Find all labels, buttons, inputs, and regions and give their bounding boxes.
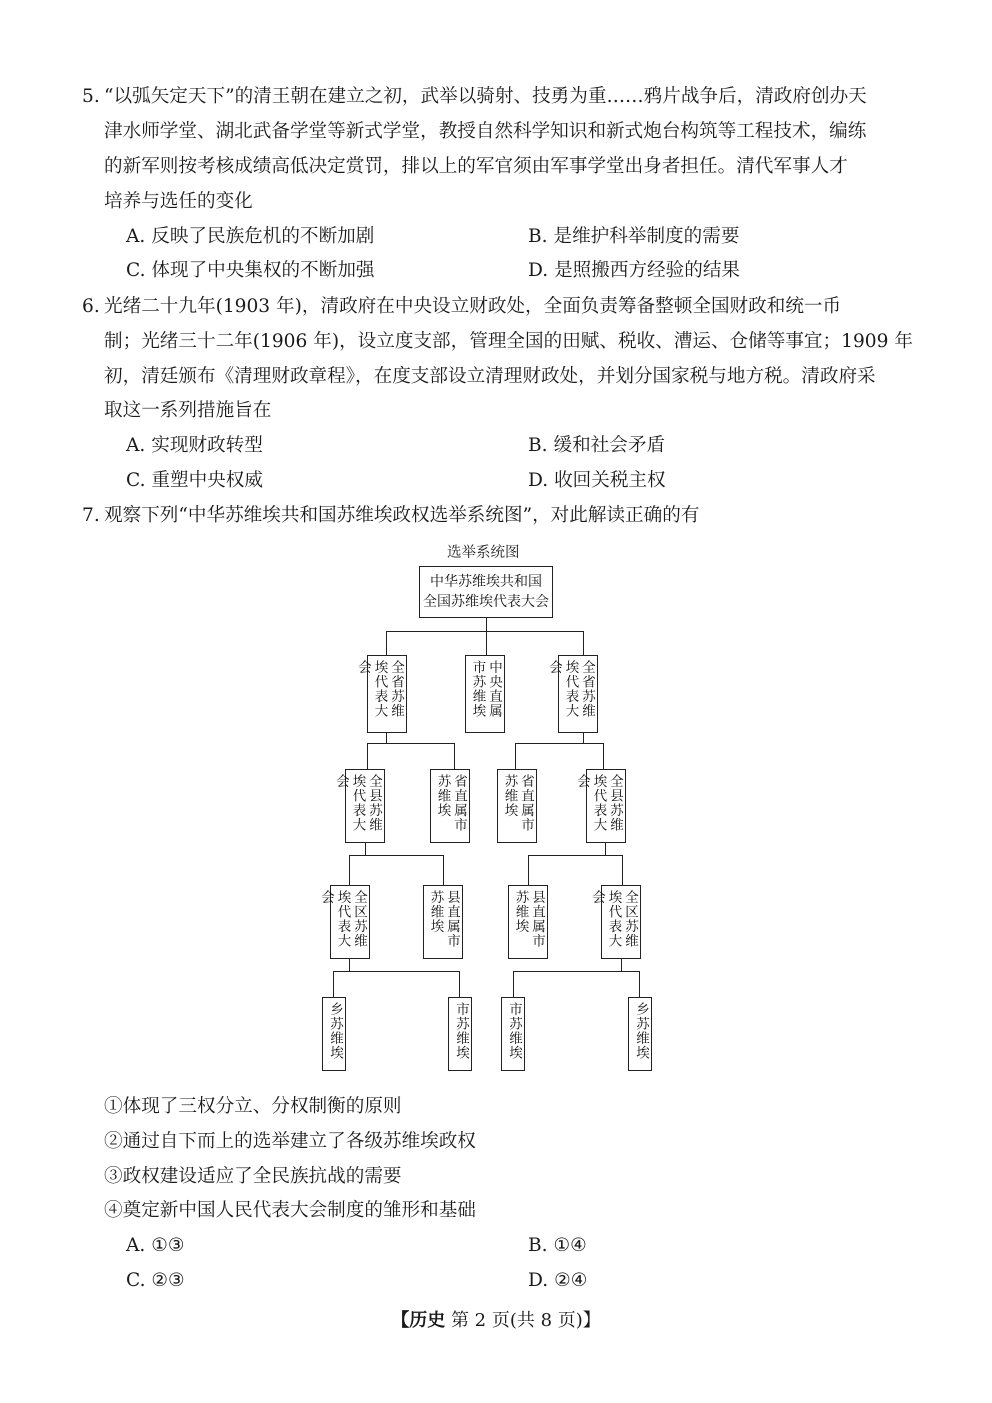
connector: [333, 971, 334, 997]
county-congress-left-label: 全县苏维埃代表大会: [333, 774, 382, 832]
question-text-line: 初，清廷颁布《清理财政章程》，在度支部设立清理财政处，并划分国家税与地方税。清政府采: [104, 366, 876, 387]
connector: [515, 743, 516, 769]
statement-4: ④奠定新中国人民代表大会制度的雏形和基础: [104, 1200, 476, 1221]
option-b[interactable]: B. 是维护科举制度的需要: [528, 226, 740, 247]
question-text-line: 光绪二十九年(1903 年)，清政府在中央设立财政处，全面负责筹备整顿全国财政和统一币: [104, 296, 842, 317]
election-system-diagram: [285, 538, 725, 1078]
district-congress-right-label: 全区苏维埃代表大会: [589, 890, 638, 948]
national-congress-line1: 中华苏维埃共和国: [430, 574, 542, 590]
statement-1: ①体现了三权分立、分权制衡的原则: [104, 1096, 402, 1117]
connector: [367, 743, 455, 744]
connector: [349, 855, 444, 856]
option-b[interactable]: B. 缓和社会矛盾: [528, 435, 666, 456]
option-c[interactable]: C. 重塑中央权威: [126, 470, 263, 491]
question-number: 7.: [82, 505, 100, 526]
connector: [515, 743, 604, 744]
connector: [603, 743, 604, 769]
connector: [365, 843, 366, 855]
option-c[interactable]: C. ②③: [126, 1270, 185, 1291]
footer-page-number: 第 2 页(共 8 页)】: [450, 1310, 601, 1331]
national-congress-box: [419, 566, 553, 618]
county-city-right-box: [508, 885, 548, 959]
city-soviet-right-label: 市苏维埃: [506, 1002, 522, 1060]
question-text-line: 制；光绪三十二年(1906 年)，设立度支部，管理全国的田赋、税收、漕运、仓储等事宜；1909 年: [104, 331, 913, 352]
option-d[interactable]: D. 收回关税主权: [528, 470, 666, 491]
connector: [454, 743, 455, 769]
connector: [621, 959, 622, 971]
national-congress-line2: 全国苏维埃代表大会: [423, 594, 549, 610]
township-soviet-right-label: 乡苏维埃: [633, 1002, 649, 1060]
option-a[interactable]: A. ①③: [126, 1235, 185, 1256]
county-congress-right-label: 全县苏维埃代表大会: [574, 774, 623, 832]
district-congress-right-box: [589, 885, 641, 959]
central-city-soviet-box: [465, 655, 505, 733]
question-text-line: 津水师学堂、湖北武备学堂等新式学堂，教授自然科学知识和新式炮台构筑等工程技术，编练: [104, 121, 867, 142]
central-city-soviet-label: 中央直属市苏维埃: [469, 660, 502, 718]
question-number: 6.: [82, 296, 100, 317]
connector: [605, 843, 606, 855]
district-congress-left-box: [318, 885, 370, 959]
city-soviet-right-box: [501, 997, 525, 1071]
provincial-congress-left-label: 全省苏维埃代表大会: [355, 660, 404, 718]
provincial-congress-right-label: 全省苏维埃代表大会: [546, 660, 595, 718]
township-soviet-left-box: [322, 997, 346, 1071]
connector: [639, 971, 640, 997]
question-stem: 观察下列“中华苏维埃共和国苏维埃政权选举系统图”，对此解读正确的有: [104, 505, 700, 526]
question-text-line: 培养与选任的变化: [104, 191, 253, 212]
provincial-city-left-box: [430, 769, 470, 843]
provincial-city-left-label: 省直属市苏维埃: [434, 774, 467, 832]
connector: [443, 855, 444, 885]
diagram-title: 选举系统图: [447, 545, 520, 561]
provincial-congress-right-box: [546, 655, 598, 733]
connector: [513, 971, 640, 972]
county-congress-left-box: [333, 769, 385, 843]
county-city-left-label: 县直属市苏维埃: [427, 890, 460, 948]
connector: [349, 855, 350, 885]
provincial-congress-left-box: [355, 655, 407, 733]
connector: [367, 743, 368, 769]
connector: [486, 618, 487, 632]
connector: [528, 855, 623, 856]
connector: [513, 971, 514, 997]
connector: [486, 631, 487, 655]
city-soviet-left-box: [448, 997, 472, 1071]
question-text-line: 取这一系列措施旨在: [104, 400, 272, 421]
connector: [459, 971, 460, 997]
provincial-city-right-box: [497, 769, 537, 843]
option-a[interactable]: A. 实现财政转型: [126, 435, 263, 456]
connector: [333, 971, 460, 972]
county-city-right-label: 县直属市苏维埃: [512, 890, 545, 948]
township-soviet-left-label: 乡苏维埃: [327, 1002, 343, 1060]
option-b[interactable]: B. ①④: [528, 1235, 587, 1256]
connector: [528, 855, 529, 885]
option-c[interactable]: C. 体现了中央集权的不断加强: [126, 260, 375, 281]
statement-2: ②通过自下而上的选举建立了各级苏维埃政权: [104, 1131, 476, 1152]
connector: [386, 631, 387, 655]
statement-3: ③政权建设适应了全民族抗战的需要: [104, 1166, 402, 1187]
county-congress-right-box: [574, 769, 626, 843]
township-soviet-right-box: [628, 997, 652, 1071]
option-d[interactable]: D. 是照搬西方经验的结果: [528, 260, 741, 281]
connector: [622, 855, 623, 885]
question-number: 5.: [82, 86, 100, 107]
footer-subject: 【历史: [391, 1310, 446, 1331]
connector: [386, 631, 584, 632]
provincial-city-right-label: 省直属市苏维埃: [501, 774, 534, 832]
connector: [349, 959, 350, 971]
question-text-line: “以弧矢定天下”的清王朝在建立之初，武举以骑射、技勇为重……鸦片战争后，清政府创办天: [104, 86, 867, 107]
city-soviet-left-label: 市苏维埃: [453, 1002, 469, 1060]
option-d[interactable]: D. ②④: [528, 1270, 588, 1291]
option-a[interactable]: A. 反映了民族危机的不断加剧: [126, 226, 375, 247]
district-congress-left-label: 全区苏维埃代表大会: [318, 890, 367, 948]
question-text-line: 的新军则按考核成绩高低决定赏罚，排以上的军官须由军事学堂出身者担任。清代军事人才: [104, 156, 848, 177]
county-city-left-box: [423, 885, 463, 959]
connector: [583, 631, 584, 655]
page-footer: [0, 1306, 992, 1332]
